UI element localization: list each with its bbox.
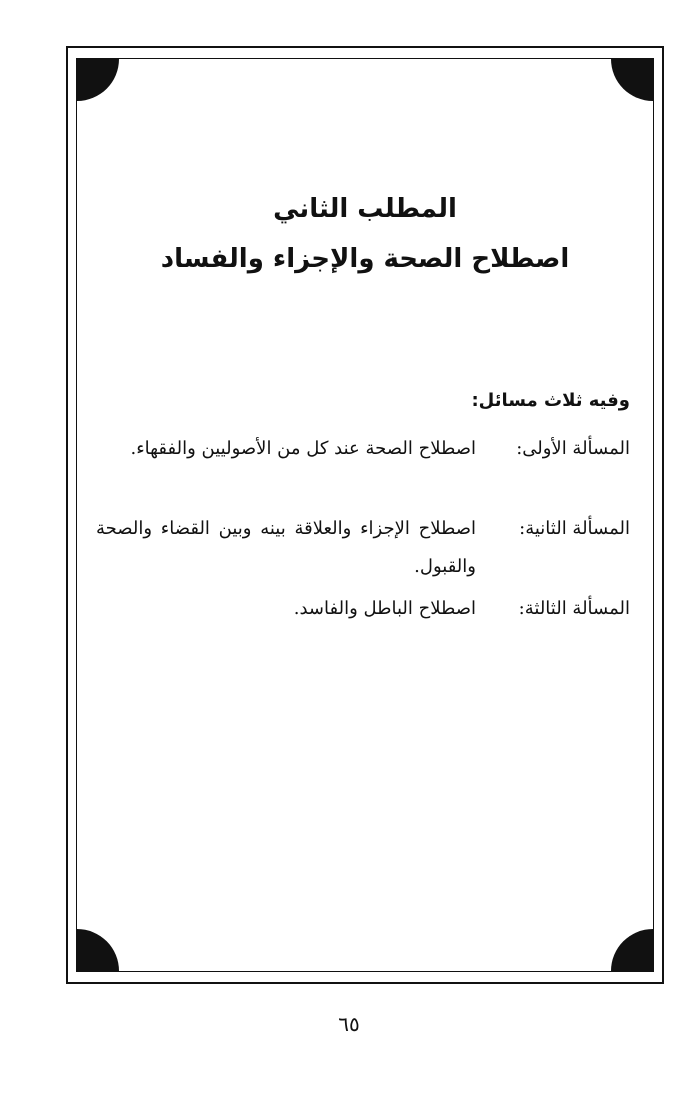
corner-ornament-top-right	[611, 59, 653, 101]
issue-label: المسألة الثانية:	[519, 518, 630, 539]
corner-ornament-top-left	[77, 59, 119, 101]
corner-ornament-bottom-right	[611, 929, 653, 971]
corner-ornament-bottom-left	[77, 929, 119, 971]
issue-text: اصطلاح الباطل والفاسد.	[293, 598, 476, 619]
section-subtitle: المطلب الثاني	[273, 194, 457, 224]
issue-label: المسألة الأولى:	[516, 438, 630, 459]
issue-label: المسألة الثالثة:	[518, 598, 630, 619]
section-title: اصطلاح الصحة والإجزاء والفساد	[160, 244, 570, 274]
issue-item	[90, 590, 630, 630]
issue-item	[90, 430, 630, 510]
issue-text: اصطلاح الإجزاء والعلاقة بينه وبين القضاء والصحة والقبول.	[96, 518, 476, 577]
issue-item	[90, 510, 630, 590]
issue-text: اصطلاح الصحة عند كل من الأصوليين والفقهاء.	[130, 438, 476, 459]
page-number: ٦٥	[338, 1012, 360, 1036]
intro-line: وفيه ثلاث مسائل:	[471, 390, 630, 411]
